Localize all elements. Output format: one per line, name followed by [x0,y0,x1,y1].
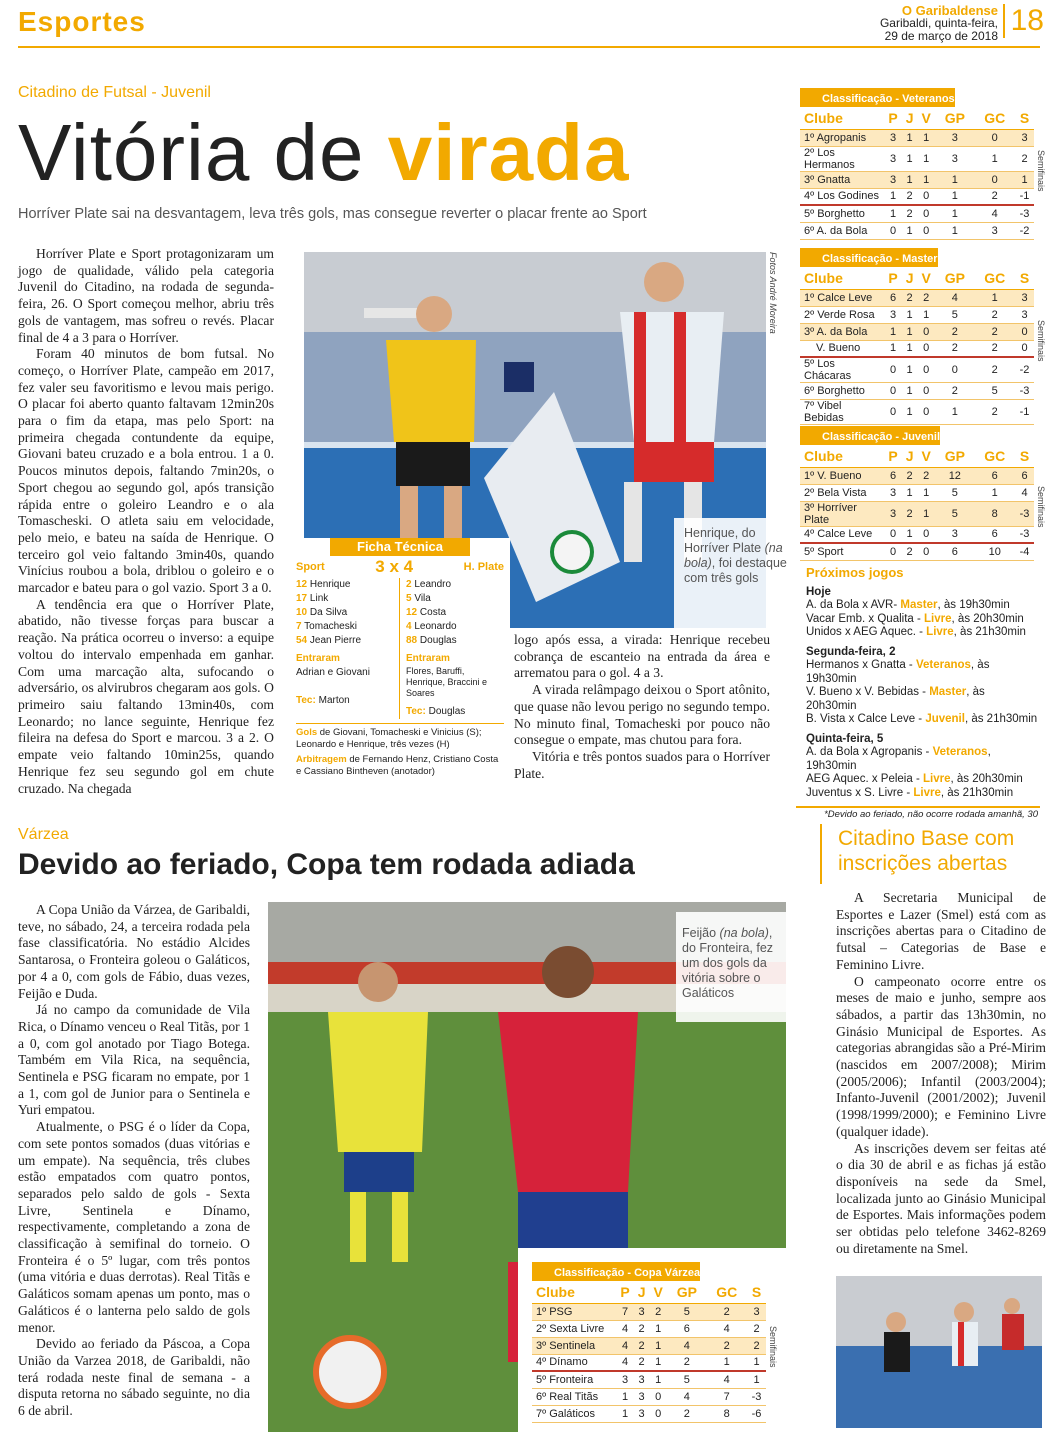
paragraph: Vitória e três pontos suados para o Horríver Plate. [514,748,770,781]
ficha-title: Ficha Técnica [330,538,470,556]
table-title: Classificação - Master [800,248,938,267]
table-row: 3º Gnatta 3 1 1 1 0 1 [800,171,1034,188]
table-row: 7º Galáticos 1 3 0 2 8 -6 [532,1405,766,1422]
story3-headline: Citadino Base com inscrições abertas [838,827,1015,875]
table-row: 1º V. Bueno 6 2 2 12 6 6 [800,467,1034,484]
paragraph: A tendência era que o Horríver Plate, abatido, não tivesse forças para buscar a reação. Na prática ocorreu o inverso: a equipe voltou do intervalo empenhada em ganhar. Com uma marcação alta, sufocando o adversário, os alvirubros chegaram aos gols. O primeiro saiu faltando 13min40s, com Leonardo; no lance seguinte, Henrique fez fileira na defesa do Sport e marcou. 3 a 2. O empate veio faltando 10min25s, quando Henrique fez seu segundo gol em chute cruzado. Na chegada [18,596,274,796]
paragraph: logo após essa, a virada: Henrique recebeu cobrança de escanteio na entrada da área e arrematou para o gol. 4 a 3. [514,632,770,681]
table-row: V. Bueno 1 1 0 2 2 0 [800,340,1034,357]
table-row: 1º Calce Leve 6 2 2 4 1 3 [800,289,1034,306]
ficha-arbitragem: Arbitragem de Fernando Henz, Cristiano Costa e Cassiano Bintheven (anotador) [296,754,499,777]
story2-col [18,902,250,1420]
score: 3 x 4 [375,557,414,576]
paragraph: A Secretaria Municipal de Esportes e Lazer (Smel) está com as inscrições abertas para o Citadino de futsal – Categorias de Base e Feminino Livre. [836,890,1046,972]
table-row: 6º Borghetto 0 1 0 2 5 -3 [800,383,1034,400]
table-title: Classificação - Juvenil [800,426,940,445]
table-row: 4º Dínamo 4 2 1 2 1 1 [532,1354,766,1371]
paragraph: Horríver Plate e Sport protagonizaram um jogo de qualidade, válido pela categoria Juvenil do Citadino, na rodada de segunda-feira, 26. O Sport começou melhor, abriu três gols de vantagem, mas sofreu o revés. Placar final de 4 a 3 para o Horríver. [18,246,274,345]
story1-headline: Vitória de virada [18,108,630,197]
header-rule [18,46,1040,48]
photo2-caption: Feijão (na bola), do Fronteira, fez um dos gols da vitória sobre o Galáticos [682,926,774,1000]
story3-col [836,890,1046,1257]
table-row: 7º Vibel Bebidas 0 1 0 1 2 -1 [800,400,1034,425]
table-veteranos: Classificação - Veteranos Clube P J V GP GC S 1º Agropanis 3 1 1 3 0 3 2º Los Hermanos 3 1 1 3 1 2 3º Gnatta 3 1 1 1 0 1 4º Los Godines 1 2 0 1 2 -1 5º Borghetto 1 2 0 1 4 -3 6º A. da Bola 0 1 0 1 3 -2 [800,88,1034,240]
paragraph: Atualmente, o PSG é o líder da Copa, com sete pontos somados (duas vitórias e um empate). Na sequência, três clubes estão empatados com quatro pontos, separados pelo saldo de gols - Sexta Livre, Sentinela e Dínamo, respectivamente, completando a zona de classificação à semifinal do torneio. O Fronteira é o 5º lugar, com três pontos (uma vitória e duas derrotas). Real Titãs e Galáticos somam apenas um ponto, mas o Galáticos é o lanterna pelo saldo de gols menor. [18,1119,250,1335]
paragraph: O campeonato ocorre entre os meses de maio e junho, sempre aos sábados, a partir das 13h30min, no Ginásio Municipal de Esportes. As categorias abrangidas são a Pré-Mirim (nascidos em 2007/2008); Mirim (2005/2006); Infantil (2003/2004); Infanto-Juvenil (2001/2002); Juvenil (1998/1999/2000); e Feminino Livre (qualquer idade). [836,973,1046,1139]
semifinais-label: Semifinais [1036,486,1046,528]
team-a: Sport [296,561,325,573]
ficha-tecnica [290,538,510,790]
date: 29 de março de 2018 [884,29,998,43]
table-row: 5º Borghetto 1 2 0 1 4 -3 [800,205,1034,222]
story1-col2 [514,632,770,782]
paragraph: Foram 40 minutos de bom futsal. No começo, o Horríver Plate, campeão em 2017, fez valer seu favoritismo e levou mais perigo. O placar foi aberto quanto faltavam 12min20s para o fim da etapa, mas pelo Sport: na primeira chegada contundente da equipe, Giovani bateu cruzado e a bola entrou. 1 a 0. Poucos minutos depois, faltando 7min20s, o Sport chegou ao segundo gol, após transição rápida entre o goleiro Leandro e o ala Tomascheski. O atleta saiu em velocidade, pelo meio, e bateu na saída de Henrique. O terceiro gol veio faltando 3min40s, quando Vinícius roubou a bola, driblou o goleiro e o marcador e bateu para o gol vazio. Sport 3 a 0. [18,346,274,596]
table-row: 1º PSG 7 3 2 5 2 3 [532,1303,766,1320]
table-row: 2º Sexta Livre 4 2 1 6 4 2 [532,1320,766,1337]
table-row: 5º Fronteira 3 3 1 5 4 1 [532,1371,766,1388]
story3-rule [820,824,822,884]
table-row: 2º Verde Rosa 3 1 1 5 2 3 [800,306,1034,323]
proximos-jogos: Próximos jogos Hoje A. da Bola x AVR- Master, às 19h30min Vacar Emb. x Qualita - Livre, às 20h30min Unidos x AEG Aquec. - Livre, às 21h30min Segunda-feira, 2 Hermanos x Gnatta - Veteranos, às 19h30min V. Bueno x V. Bebidas - Master, às 20h30min B. Vista x Calce Leve - Juvenil, às 21h30min Quinta-feira, 5 A. da Bola x Agropanis - Veteranos, 19h30min AEG Aquec. x Peleia - Livre, às 20h30min Juventus x S. Livre - Livre, às 21h30min *Devido ao feriado, não ocorre rodada amanhã, 30 [806,565,1038,820]
story2-kicker: Várzea [18,826,69,843]
story1-col1 [18,246,274,797]
citadino-base-photo [836,1276,1042,1428]
masthead [880,4,998,43]
table-juvenil: Classificação - Juvenil Clube P J V GP GC S 1º V. Bueno 6 2 2 12 6 6 2º Bela Vista 3 1 1 5 1 4 3º Horríver Plate 3 2 1 5 8 -3 4º Calce Leve 0 1 0 3 6 -3 5º Sport 0 2 0 6 10 -4 [800,426,1034,561]
story2-headline: Devido ao feriado, Copa tem rodada adiada [18,848,635,881]
semifinais-label: Semifinais [1036,150,1046,192]
city-date: Garibaldi, quinta-feira, [879,16,998,30]
semifinais-label: Semifinais [768,1326,778,1368]
table-row: 2º Bela Vista 3 1 1 5 1 4 [800,484,1034,501]
page-number: 18 [1003,4,1044,38]
proximos-note: *Devido ao feriado, não ocorre rodada amanhã, 30 [824,809,1038,820]
table-title: Classificação - Copa Várzea [532,1262,700,1281]
paper-name: O Garibaldense [901,3,998,18]
table-row: 6º A. da Bola 0 1 0 1 3 -2 [800,222,1034,239]
ficha-gols: Gols de Giovani, Tomacheski e Vinicius (S); Leonardo e Henrique, três vezes (H) [296,723,504,751]
semifinais-label: Semifinais [1036,320,1046,362]
table-row: 3º Sentinela 4 2 1 4 2 2 [532,1337,766,1354]
table-row: 4º Calce Leve 0 1 0 3 6 -3 [800,526,1034,543]
paragraph: Devido ao feriado da Páscoa, a Copa União da Varzea 2018, de Garibaldi, não terá rodada neste final de semana - a disputa retorna no sábado seguinte, no dia 6 de abril. [18,1336,250,1419]
paragraph: As inscrições devem ser feitas até o dia 30 de abril e as fichas já estão disponíveis na sede da Smel, localizada junto ao Ginásio Municipal de Esportes. Mais informações podem ser obtidas pelo telefone 3462-8269 ou diretamente na Smel. [836,1140,1046,1256]
table-row: 4º Los Godines 1 2 0 1 2 -1 [800,188,1034,205]
proximos-title: Próximos jogos [806,565,904,580]
paragraph: A virada relâmpago deixou o Sport atônito, que quase não levou perigo no segundo tempo. No minuto final, Tomacheski por pouco não consegue o empate, mas chutou para fora. [514,682,770,748]
photo-credit: Fotos André Moreira [768,252,778,334]
table-varzea: Classificação - Copa Várzea Clube P J V GP GC S 1º PSG 7 3 2 5 2 3 2º Sexta Livre 4 2 1 6 4 2 3º Sentinela 4 2 1 4 2 2 4º Dínamo 4 2 1 2 1 1 5º Fronteira 3 3 1 5 4 1 6º Real Titãs 1 3 0 4 7 -3 7º Galáticos 1 3 0 2 8 -6 [532,1262,766,1423]
table-row: 1º Agropanis 3 1 1 3 0 3 [800,129,1034,146]
paragraph: Já no campo da comunidade de Vila Rica, o Dínamo venceu o Real Titãs, por 1 a 0, com gol anotado por Tiago Botega. Também em Vila Rica, na sequência, Sentinela e PSG ficaram no empate, por 1 a 1, com gol de Junior para o Sentinela e Yuri empatou. [18,1002,250,1118]
photo1-caption: Henrique, do Horríver Plate (na bola), foi destaque com três gols [684,526,787,585]
table-master: Classificação - Master Clube P J V GP GC S 1º Calce Leve 6 2 2 4 1 3 2º Verde Rosa 3 1 1 5 2 3 3º A. da Bola 1 1 0 2 2 0 V. Bueno 1 1 0 2 2 0 5º Los Chácaras 0 1 0 0 2 -2 6º Borghetto 0 1 0 2 5 -3 7º Vibel Bebidas 0 1 0 1 2 -1 [800,248,1034,425]
section-title: Esportes [18,6,146,37]
team-b-lineup: 2 Leandro 5 Vila 12 Costa 4 Leonardo 88 Douglas Entraram Flores, Baruffi, Henrique, Braccini e Soares Tec: Douglas [406,579,488,717]
table-row: 5º Los Chácaras 0 1 0 0 2 -2 [800,357,1034,383]
table-row: 5º Sport 0 2 0 6 10 -4 [800,543,1034,560]
table-row: 2º Los Hermanos 3 1 1 3 1 2 [800,146,1034,171]
paragraph: A Copa União da Várzea, de Garibaldi, teve, no sábado, 24, a terceira rodada pela fase classificatória. No estádio Alcides Santarosa, o Fronteira goleou o Galáticos, por 4 a 0, com gols de Fábio, duas vezes, Feijão e Duda. [18,902,250,1001]
table-title: Classificação - Veteranos [800,88,955,107]
table-row: 3º Horríver Plate 3 2 1 5 8 -3 [800,501,1034,526]
table-row: 3º A. da Bola 1 1 0 2 2 0 [800,323,1034,340]
sidebar-rule [796,806,1040,808]
team-a-lineup: 12 Henrique 17 Link 10 Da Silva 7 Tomacheski 54 Jean Pierre Entraram Adrian e Giovani Tec: Marton [296,578,400,719]
team-b: H. Plate [463,561,504,573]
story1-kicker: Citadino de Futsal - Juvenil [18,84,211,101]
story1-deck: Horríver Plate sai na desvantagem, leva três gols, mas consegue reverter o placar frente ao Sport [18,206,647,222]
table-row: 6º Real Titãs 1 3 0 4 7 -3 [532,1388,766,1405]
